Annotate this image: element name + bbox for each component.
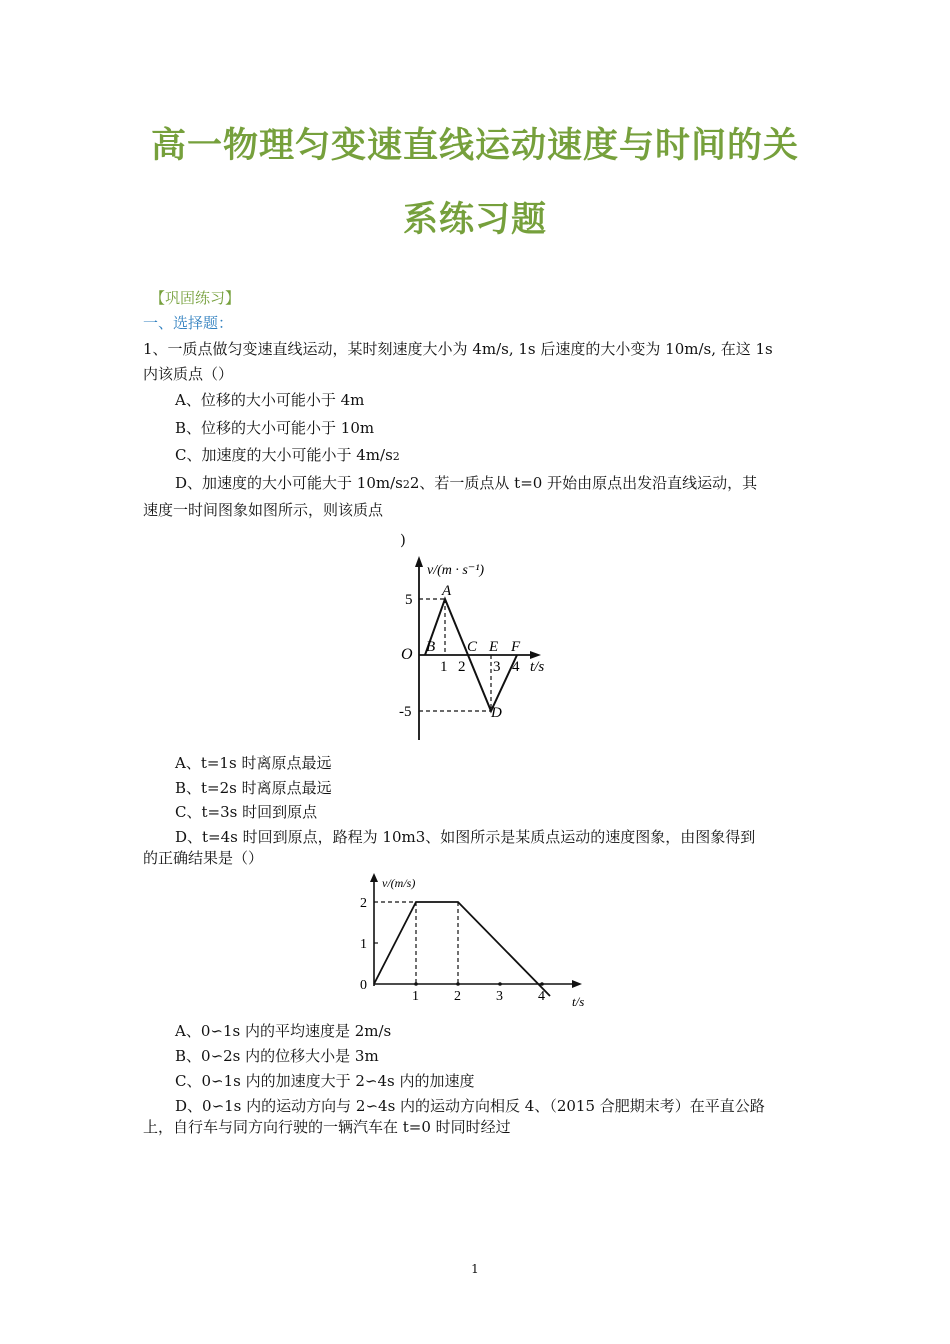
q2-option-d: D、t=4s 时回到原点，路程为 10m3、如图所示是某质点运动的速度图象，由图象得到 [175, 828, 756, 846]
q3-option-a: A、0∽1s 内的平均速度是 2m/s [175, 1022, 392, 1040]
fig1-xtick-3: 3 [493, 659, 501, 675]
fig1-origin: O [401, 646, 413, 663]
fig1-point-c: C [467, 639, 478, 655]
fig1-point-a: A [442, 583, 452, 599]
fig2-ytick-label-2: 2 [360, 896, 367, 911]
fig1-y-neg: -5 [399, 704, 412, 720]
q1-stem-line2: 内该质点（） [143, 365, 234, 383]
fig2-y-arrow [370, 873, 378, 882]
q2-stem-line1: 2、若一质点从 t=0 开始由原点出发沿直线运动，其 [409, 474, 758, 492]
fig1-y-pos: 5 [405, 592, 413, 608]
page-number: 1 [471, 1262, 479, 1276]
q2-option-b: B、t=2s 时离原点最远 [175, 779, 332, 797]
fig2-xlabel: t/s [572, 994, 585, 1009]
section-bracket: 【巩固练习】 [150, 289, 241, 307]
q3-option-b: B、0∽2s 内的位移大小是 3m [175, 1047, 379, 1065]
q3-stem-line2: 的正确结果是（） [143, 849, 264, 867]
q3-option-c: C、0∽1s 内的加速度大于 2∽4s 内的加速度 [175, 1072, 475, 1090]
doc-title-line2: 系练习题 [402, 200, 547, 240]
vt-graph-1 [395, 555, 565, 745]
q1-option-b: B、位移的大小可能小于 10m [175, 419, 375, 437]
fig2-xtick-dot-1 [414, 982, 418, 986]
fig2-xtick-label-3: 3 [496, 989, 503, 1004]
fig1-point-e: E [489, 639, 499, 655]
fig1-ylabel: v/(m · s⁻¹) [427, 563, 485, 578]
q1-stem-line1: 1、一质点做匀变速直线运动，某时刻速度大小为 4m/s, 1s 后速度的大小变为 10m/s, 在这 1s [143, 340, 773, 358]
q3-option-d: D、0∽1s 内的运动方向与 2∽4s 内的运动方向相反 4、（2015 合肥期末考）在平直公路 [175, 1097, 765, 1115]
q2-stem-line2: 速度一时间图象如图所示，则该质点 [143, 501, 384, 519]
fig2-ytick-label-1: 1 [360, 937, 367, 952]
q1-option-d-sub: 2 [402, 478, 410, 491]
fig2-xtick-label-1: 1 [412, 989, 419, 1004]
fig2-ytick-label-0: 0 [360, 978, 367, 993]
q2-option-a: A、t=1s 时离原点最远 [175, 754, 332, 772]
fig1-point-d: D [491, 705, 502, 721]
section-part: 一、选择题： [143, 314, 234, 332]
fig2-xtick-label-4: 4 [538, 989, 545, 1004]
doc-title-line1: 高一物理匀变速直线运动速度与时间的关 [150, 126, 799, 166]
fig1-xlabel: t/s [530, 659, 545, 675]
fig1-xtick-2: 2 [458, 659, 466, 675]
q2-option-c: C、t=3s 时回到原点 [175, 803, 318, 821]
q1-option-d-text: D、加速度的大小可能大于 10m/s [175, 474, 403, 492]
fig2-xtick-dot-3 [498, 982, 502, 986]
q1-option-c-sub: 2 [392, 450, 400, 463]
q4-stem-line2: 上，自行车与同方向行驶的一辆汽车在 t=0 时同时经过 [143, 1118, 511, 1136]
fig2-x-arrow [572, 980, 582, 988]
q1-option-c-text: C、加速度的大小可能小于 4m/s [175, 446, 393, 464]
fig1-point-b: B [426, 639, 436, 655]
q1-option-d [175, 473, 757, 495]
q2-paren: ) [400, 531, 406, 549]
fig1-x-arrow [530, 651, 541, 659]
vt-graph-2 [350, 872, 595, 1012]
fig2-velocity-line [374, 902, 550, 996]
q1-option-a: A、位移的大小可能小于 4m [175, 391, 365, 409]
fig2-xtick-label-2: 2 [454, 989, 461, 1004]
fig2-ylabel: v/(m/s) [382, 876, 416, 890]
fig1-y-arrow [415, 556, 423, 567]
fig1-point-f: F [511, 639, 521, 655]
q1-option-c [175, 445, 400, 467]
fig2-xtick-dot-2 [456, 982, 460, 986]
fig1-xtick-1: 1 [440, 659, 448, 675]
fig1-xtick-4: 4 [512, 659, 520, 675]
